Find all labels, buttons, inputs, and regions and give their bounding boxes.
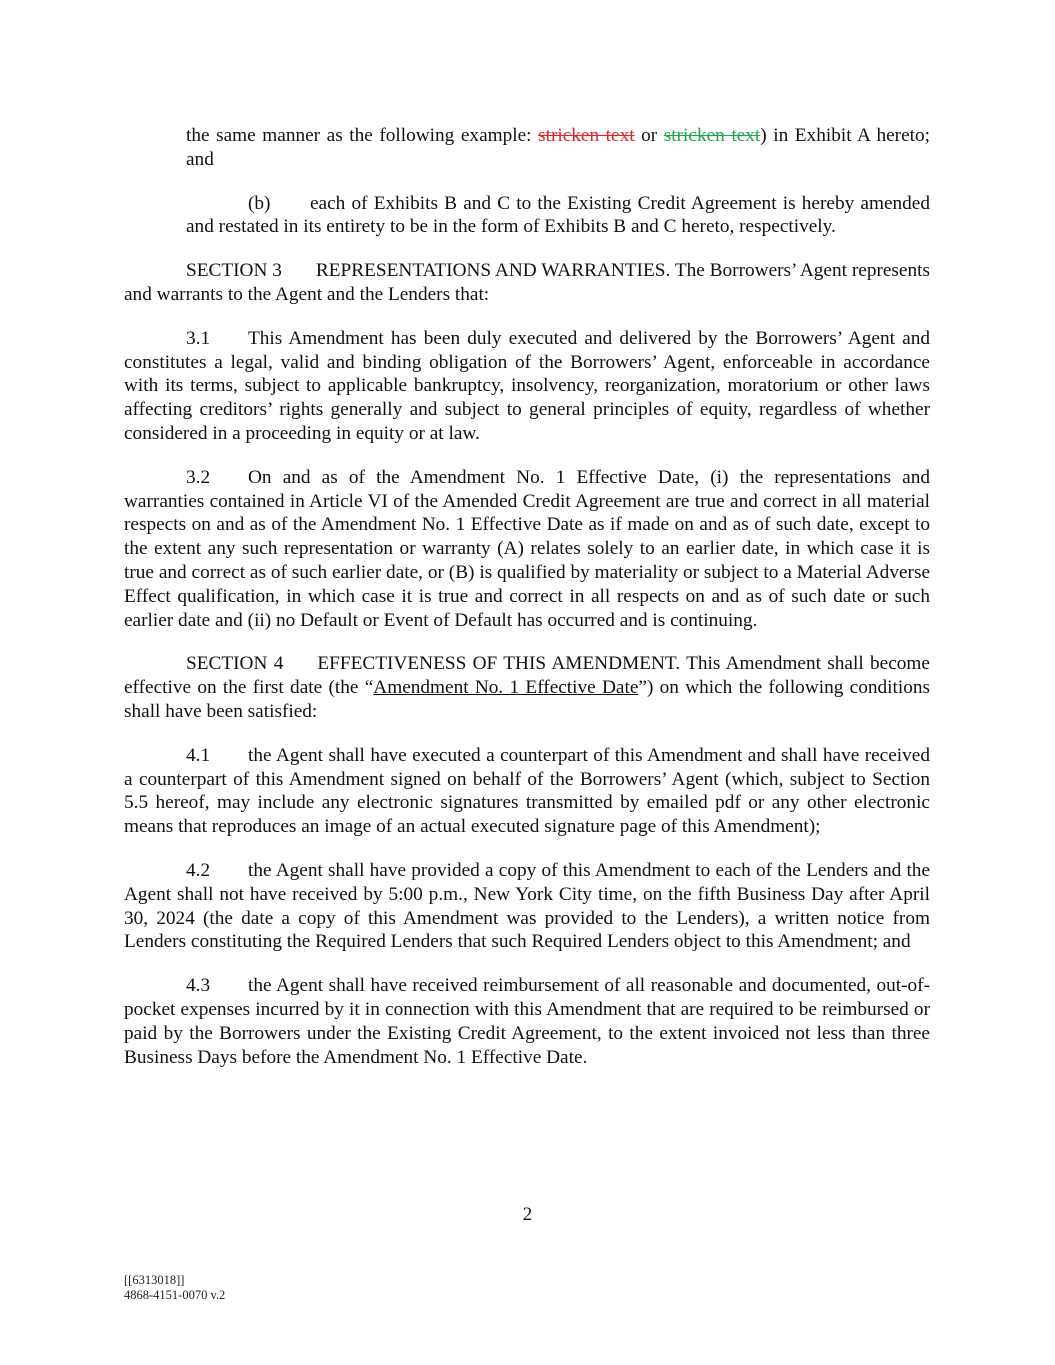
paragraph-b: [186, 192, 930, 240]
paragraph-4-2: [124, 859, 930, 954]
item-text: This Amendment has been duly executed and delivered by the Borrowers’ Agent and constitutes a legal, valid and binding obligation of the Borrowers’ Agent, enforceable in accordance with its terms, subject to applicable bankruptcy, insolvency, reorganization, moratorium or other laws affecting creditors’ rights generally and subject to general principles of equity, regardless of whether considered in a proceeding in equity or at law.: [124, 327, 930, 444]
text: or: [634, 125, 664, 146]
defined-term: Amendment No. 1 Effective Date: [373, 677, 639, 699]
green-stricken-example: stricken text: [663, 125, 761, 146]
footer-doc-id: [[6313018]]: [124, 1273, 185, 1287]
section-text: This Amendment shall become effective on the first date (the “: [124, 653, 930, 699]
footer-version: 4868-4151-0070 v.2: [124, 1287, 226, 1302]
item-label: 4.2: [186, 859, 211, 881]
item-text: the Agent shall have received reimbursement of all reasonable and documented, out-of-pocket expenses incurred by it in connection with this Amendment that are required to be reimbursed or paid by the Borrowers under the Existing Credit Agreement, to the extent invoiced not less than three Business Days before the Amendment No. 1 Effective Date.: [124, 975, 930, 1068]
item-text: the Agent shall have provided a copy of this Amendment to each of the Lenders and the Agent shall not have received by 5:00 p.m., New York City time, on the fifth Business Day after April 30, 2024 (the date a copy of this Amendment was provided to the Lenders), a written notice from Lenders constituting the Required Lenders that such Required Lenders object to this Amendment; and: [124, 859, 930, 953]
section-text: ”) on which the following conditions shall have been satisfied:: [124, 677, 930, 722]
text: the same manner as the following example:: [186, 125, 539, 146]
section-label: SECTION 3: [186, 260, 282, 282]
item-label: 3.2: [186, 466, 211, 488]
item-label: 3.1: [186, 327, 211, 349]
document-page: [124, 124, 930, 1089]
section-4: [124, 652, 930, 723]
paragraph-continuation: [186, 124, 930, 172]
page-number: 2: [522, 1204, 533, 1225]
item-text: On and as of the Amendment No. 1 Effective Date, (i) the representations and warranties contained in Article VI of the Amended Credit Agreement are true and correct in all material respects on and as of the Amendment No. 1 Effective Date as if made on and as of such date, except to the extent any such representation or warranty (A) relates solely to an earlier date, in which case it is true and correct as of such earlier date, or (B) is qualified by materiality or subject to a Material Adverse Effect qualification, in which case it is true and correct in all respects on and as of such date or such earlier date and (ii) no Default or Event of Default has occurred and is continuing.: [124, 466, 930, 631]
section-heading: EFFECTIVENESS OF THIS AMENDMENT.: [317, 653, 681, 675]
text: ) in Exhibit A hereto; and: [186, 125, 930, 170]
item-text: each of Exhibits B and C to the Existing Credit Agreement is hereby amended and restated in its entirety to be in the form of Exhibits B and C hereto, respectively.: [186, 192, 930, 238]
paragraph-3-1: [124, 327, 930, 446]
item-label: 4.3: [186, 975, 211, 997]
red-stricken-example: stricken text: [538, 125, 635, 146]
section-label: SECTION 4: [186, 653, 284, 675]
document-footer: [124, 1273, 225, 1302]
item-text: the Agent shall have executed a counterpart of this Amendment and shall have received a counterpart of this Amendment signed on behalf of the Borrowers’ Agent (which, subject to Section 5.5 hereof, may include any electronic signatures transmitted by emailed pdf or any other electronic means that reproduces an image of an actual executed signature page of this Amendment);: [124, 744, 930, 838]
paragraph-4-1: [124, 744, 930, 839]
paragraph-4-3: [124, 974, 930, 1069]
section-text: The Borrowers’ Agent represents and warrants to the Agent and the Lenders that:: [124, 260, 930, 305]
paragraph-3-2: [124, 466, 930, 633]
section-3: [124, 259, 930, 307]
item-label: 4.1: [186, 744, 211, 766]
item-label: (b): [248, 192, 271, 214]
section-heading: REPRESENTATIONS AND WARRANTIES.: [315, 260, 671, 282]
